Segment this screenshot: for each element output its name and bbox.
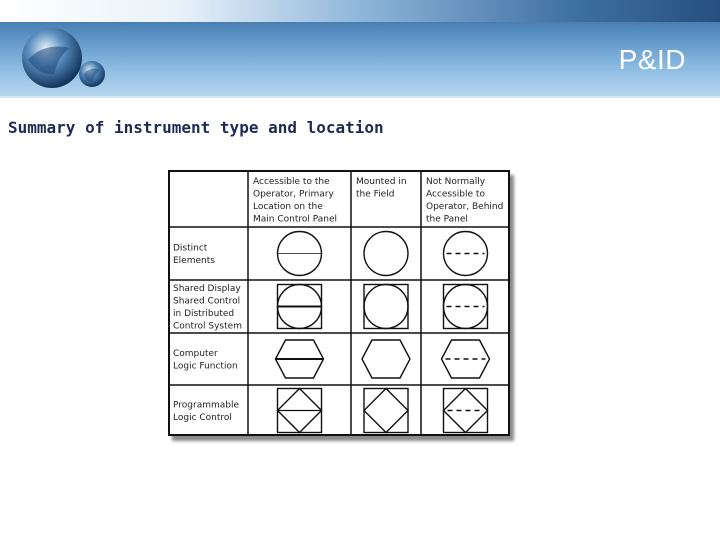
header-band xyxy=(0,0,720,22)
header-divider xyxy=(0,96,720,98)
slide-header xyxy=(0,0,720,98)
row-label-line: Shared Control xyxy=(173,296,241,307)
symbol-circle xyxy=(364,232,408,276)
symbol-hexagon xyxy=(362,340,410,378)
column-header-line: Accessible to the xyxy=(253,177,330,187)
row-label-line: Computer xyxy=(173,348,218,359)
column-header-line: Operator, Behind xyxy=(426,202,504,212)
row-label-line: Shared Display xyxy=(173,283,241,294)
column-header-line: Operator, Primary xyxy=(253,189,334,200)
row-label-line: Elements xyxy=(173,255,215,266)
column-header-line: the Field xyxy=(356,189,395,200)
row-label-line: Logic Function xyxy=(173,361,238,372)
row-label-line: Programmable xyxy=(173,400,240,411)
column-header-line: Main Control Panel xyxy=(253,214,338,225)
row-label-line: Logic Control xyxy=(173,412,232,423)
slide-subtitle: Summary of instrument type and location xyxy=(8,118,384,137)
symbol-circle xyxy=(364,285,408,329)
column-header-line: Location on the xyxy=(253,202,323,212)
row-label-line: Control System xyxy=(173,321,242,332)
column-header-line: Not Normally xyxy=(426,177,486,187)
instrument-symbol-table xyxy=(168,170,510,436)
row-label-line: Distinct xyxy=(173,243,208,254)
column-header-line: Mounted in xyxy=(356,177,407,187)
globe-logo-icon xyxy=(14,26,108,96)
column-header-line: Accessible to xyxy=(426,189,485,200)
symbol-diamond xyxy=(364,389,408,433)
row-label-line: in Distributed xyxy=(173,308,235,319)
column-header-line: the Panel xyxy=(426,214,468,225)
symbol-square xyxy=(364,389,408,433)
instrument-symbol-table-svg xyxy=(168,170,510,436)
slide-title: P&ID xyxy=(618,44,686,75)
